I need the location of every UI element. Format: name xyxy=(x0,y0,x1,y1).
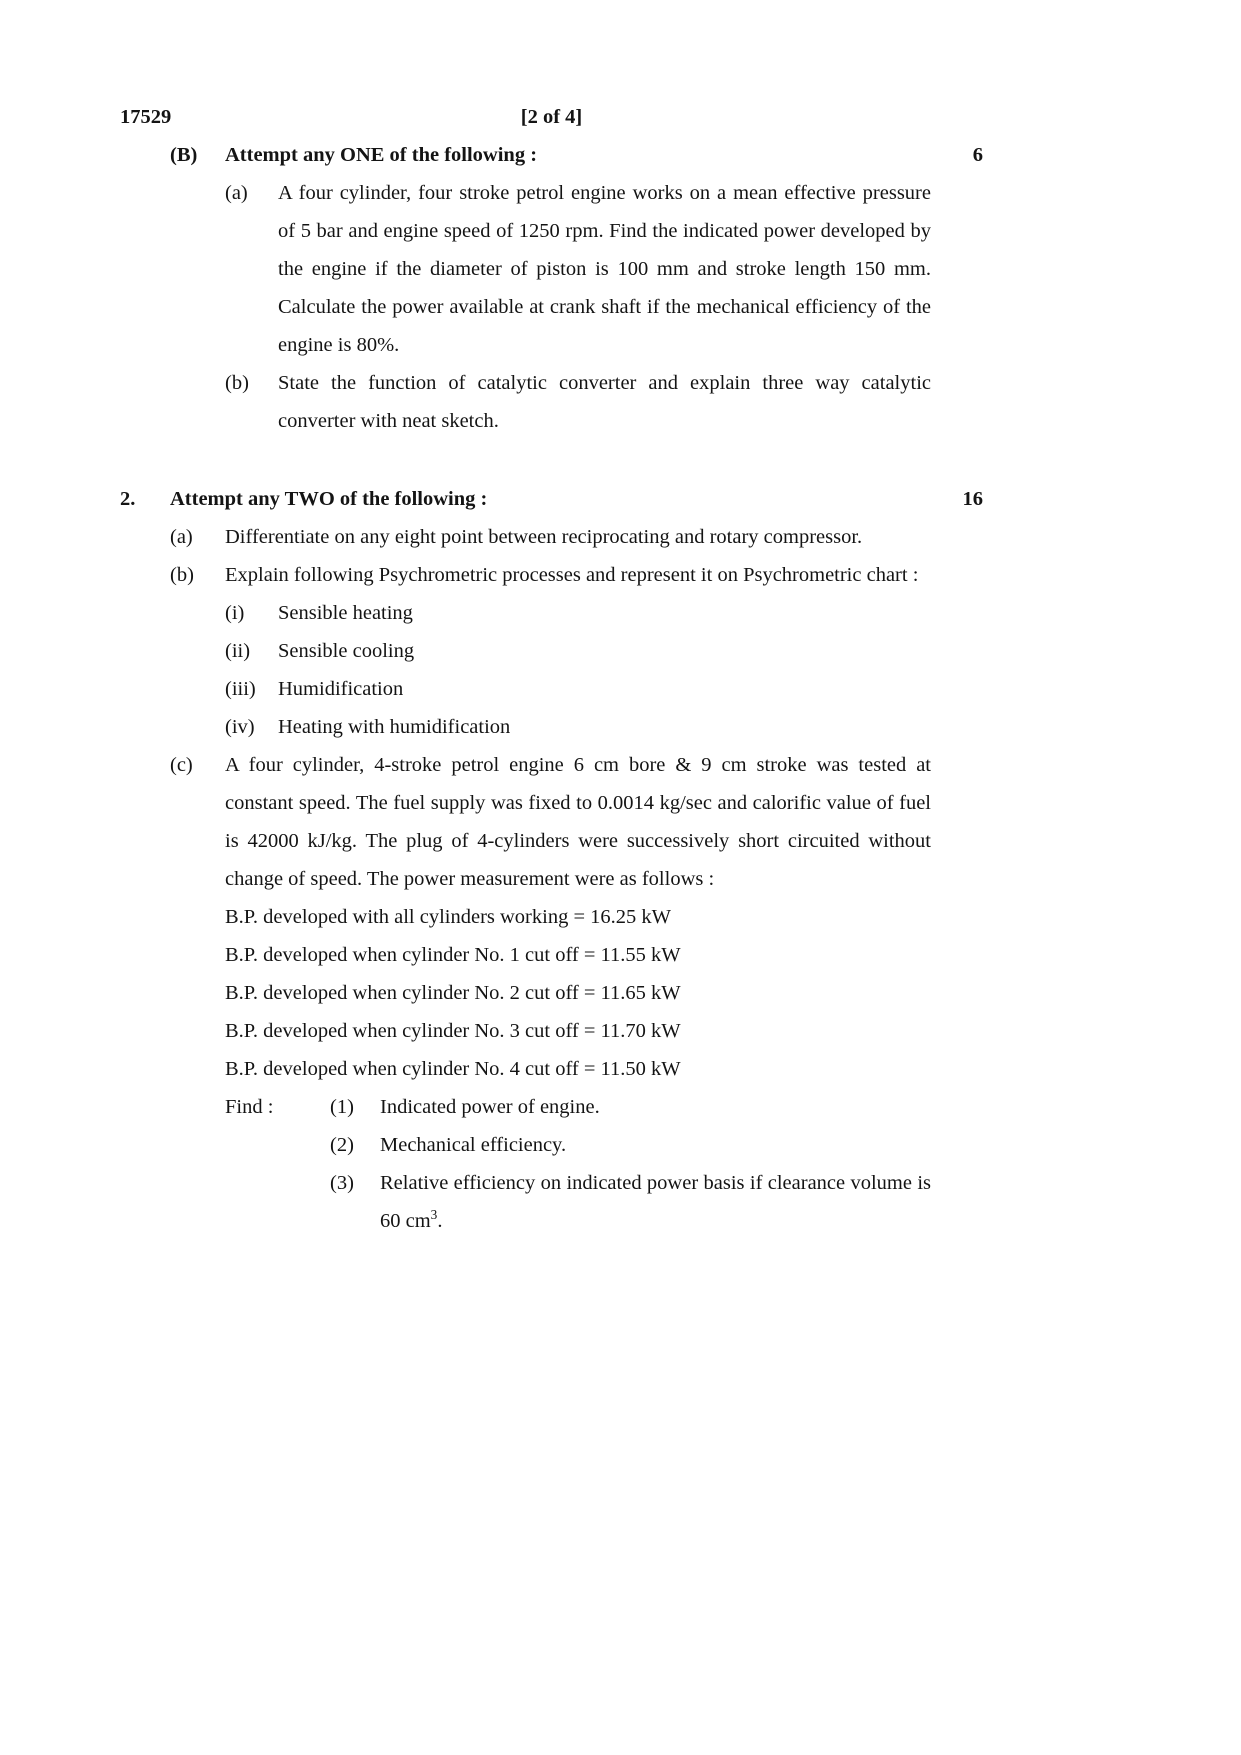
find-1-text: Indicated power of engine. xyxy=(380,1096,600,1118)
sub-i-label: (i) xyxy=(225,602,245,624)
q2-item-b-sub-iv xyxy=(225,708,983,746)
question-2-item-a xyxy=(120,518,983,556)
page-number: [2 of 4] xyxy=(520,106,583,128)
bp-measurement-line: B.P. developed when cylinder No. 2 cut off = 11.65 kW xyxy=(225,982,681,1004)
sub-iii-text: Humidification xyxy=(278,678,404,700)
find-label: Find : xyxy=(225,1096,274,1118)
q2-item-b-sub-iii xyxy=(225,670,983,708)
q2-item-b-sub-i xyxy=(225,594,983,632)
question-2-item-b xyxy=(120,556,983,746)
q2-item-b-sub-ii xyxy=(225,632,983,670)
question-2-number: 2. xyxy=(120,488,136,510)
find-3-text xyxy=(380,1164,931,1240)
question-2-marks: 16 xyxy=(962,488,983,510)
find-item-1 xyxy=(330,1088,931,1126)
q2-item-c-text: A four cylinder, 4-stroke petrol engine 6 cm bore & 9 cm stroke was tested at constant speed. The fuel supply was fixed to 0.0014 kg/sec and calorific value of fuel is 42000 kJ/kg. The plug of 4-cylinders were successively short circuited without change of speed. The power measurement were as follows : xyxy=(225,754,931,890)
bp-measurement-line: B.P. developed when cylinder No. 3 cut off = 11.70 kW xyxy=(225,1020,681,1042)
bp-measurement-line: B.P. developed when cylinder No. 1 cut off = 11.55 kW xyxy=(225,944,681,966)
item-b-label: (b) xyxy=(225,372,249,394)
find-item-3 xyxy=(330,1164,931,1240)
find-1-label: (1) xyxy=(330,1096,354,1118)
item-a-text: A four cylinder, four stroke petrol engine works on a mean effective pressure of 5 bar and engine speed of 1250 rpm. Find the indicated power developed by the engine if the diameter of piston is 100 mm and stroke length 150 mm. Calculate the power available at crank shaft if the mechanical efficiency of the engine is 80%. xyxy=(278,182,931,356)
q2-item-a-label: (a) xyxy=(170,526,193,548)
sub-iii-label: (iii) xyxy=(225,678,256,700)
sub-ii-text: Sensible cooling xyxy=(278,640,415,662)
find-2-label: (2) xyxy=(330,1134,354,1156)
q2-item-a-text: Differentiate on any eight point between reciprocating and rotary compressor. xyxy=(225,526,863,548)
section-b-marks: 6 xyxy=(972,144,983,166)
question-2 xyxy=(120,480,983,1240)
find-3-superscript: 3 xyxy=(430,1207,438,1223)
section-b-heading-row xyxy=(170,136,983,174)
question-2-heading: Attempt any TWO of the following : xyxy=(170,488,488,510)
question-2-item-c xyxy=(120,746,983,1240)
item-b-text: State the function of catalytic converter and explain three way catalytic converter with neat sketch. xyxy=(278,372,931,432)
sub-iv-label: (iv) xyxy=(225,716,255,738)
find-3-label: (3) xyxy=(330,1172,354,1194)
bp-measurement-line: B.P. developed when cylinder No. 4 cut off = 11.50 kW xyxy=(225,1058,681,1080)
page-header xyxy=(120,98,983,136)
sub-iv-text: Heating with humidification xyxy=(278,716,511,738)
sub-ii-label: (ii) xyxy=(225,640,251,662)
section-b xyxy=(120,136,983,440)
find-3-text-end: . xyxy=(437,1210,443,1232)
paper-code: 17529 xyxy=(120,106,172,128)
sub-i-text: Sensible heating xyxy=(278,602,413,624)
q2-item-c-label: (c) xyxy=(170,754,193,776)
q2-item-b-text: Explain following Psychrometric processes and represent it on Psychrometric chart : xyxy=(225,564,919,586)
section-b-label: (B) xyxy=(170,144,198,166)
find-block xyxy=(225,1088,931,1240)
q2-item-b-label: (b) xyxy=(170,564,194,586)
find-item-2 xyxy=(330,1126,931,1164)
section-b-item-b xyxy=(170,364,983,440)
find-2-text: Mechanical efficiency. xyxy=(380,1134,567,1156)
section-b-heading: Attempt any ONE of the following : xyxy=(225,144,538,166)
find-3-text-main: Relative efficiency on indicated power basis if clearance volume is 60 cm xyxy=(380,1172,931,1232)
bp-measurement-line: B.P. developed with all cylinders working = 16.25 kW xyxy=(225,906,671,928)
section-b-item-a xyxy=(170,174,983,364)
question-2-heading-row xyxy=(120,480,983,518)
item-a-label: (a) xyxy=(225,182,248,204)
